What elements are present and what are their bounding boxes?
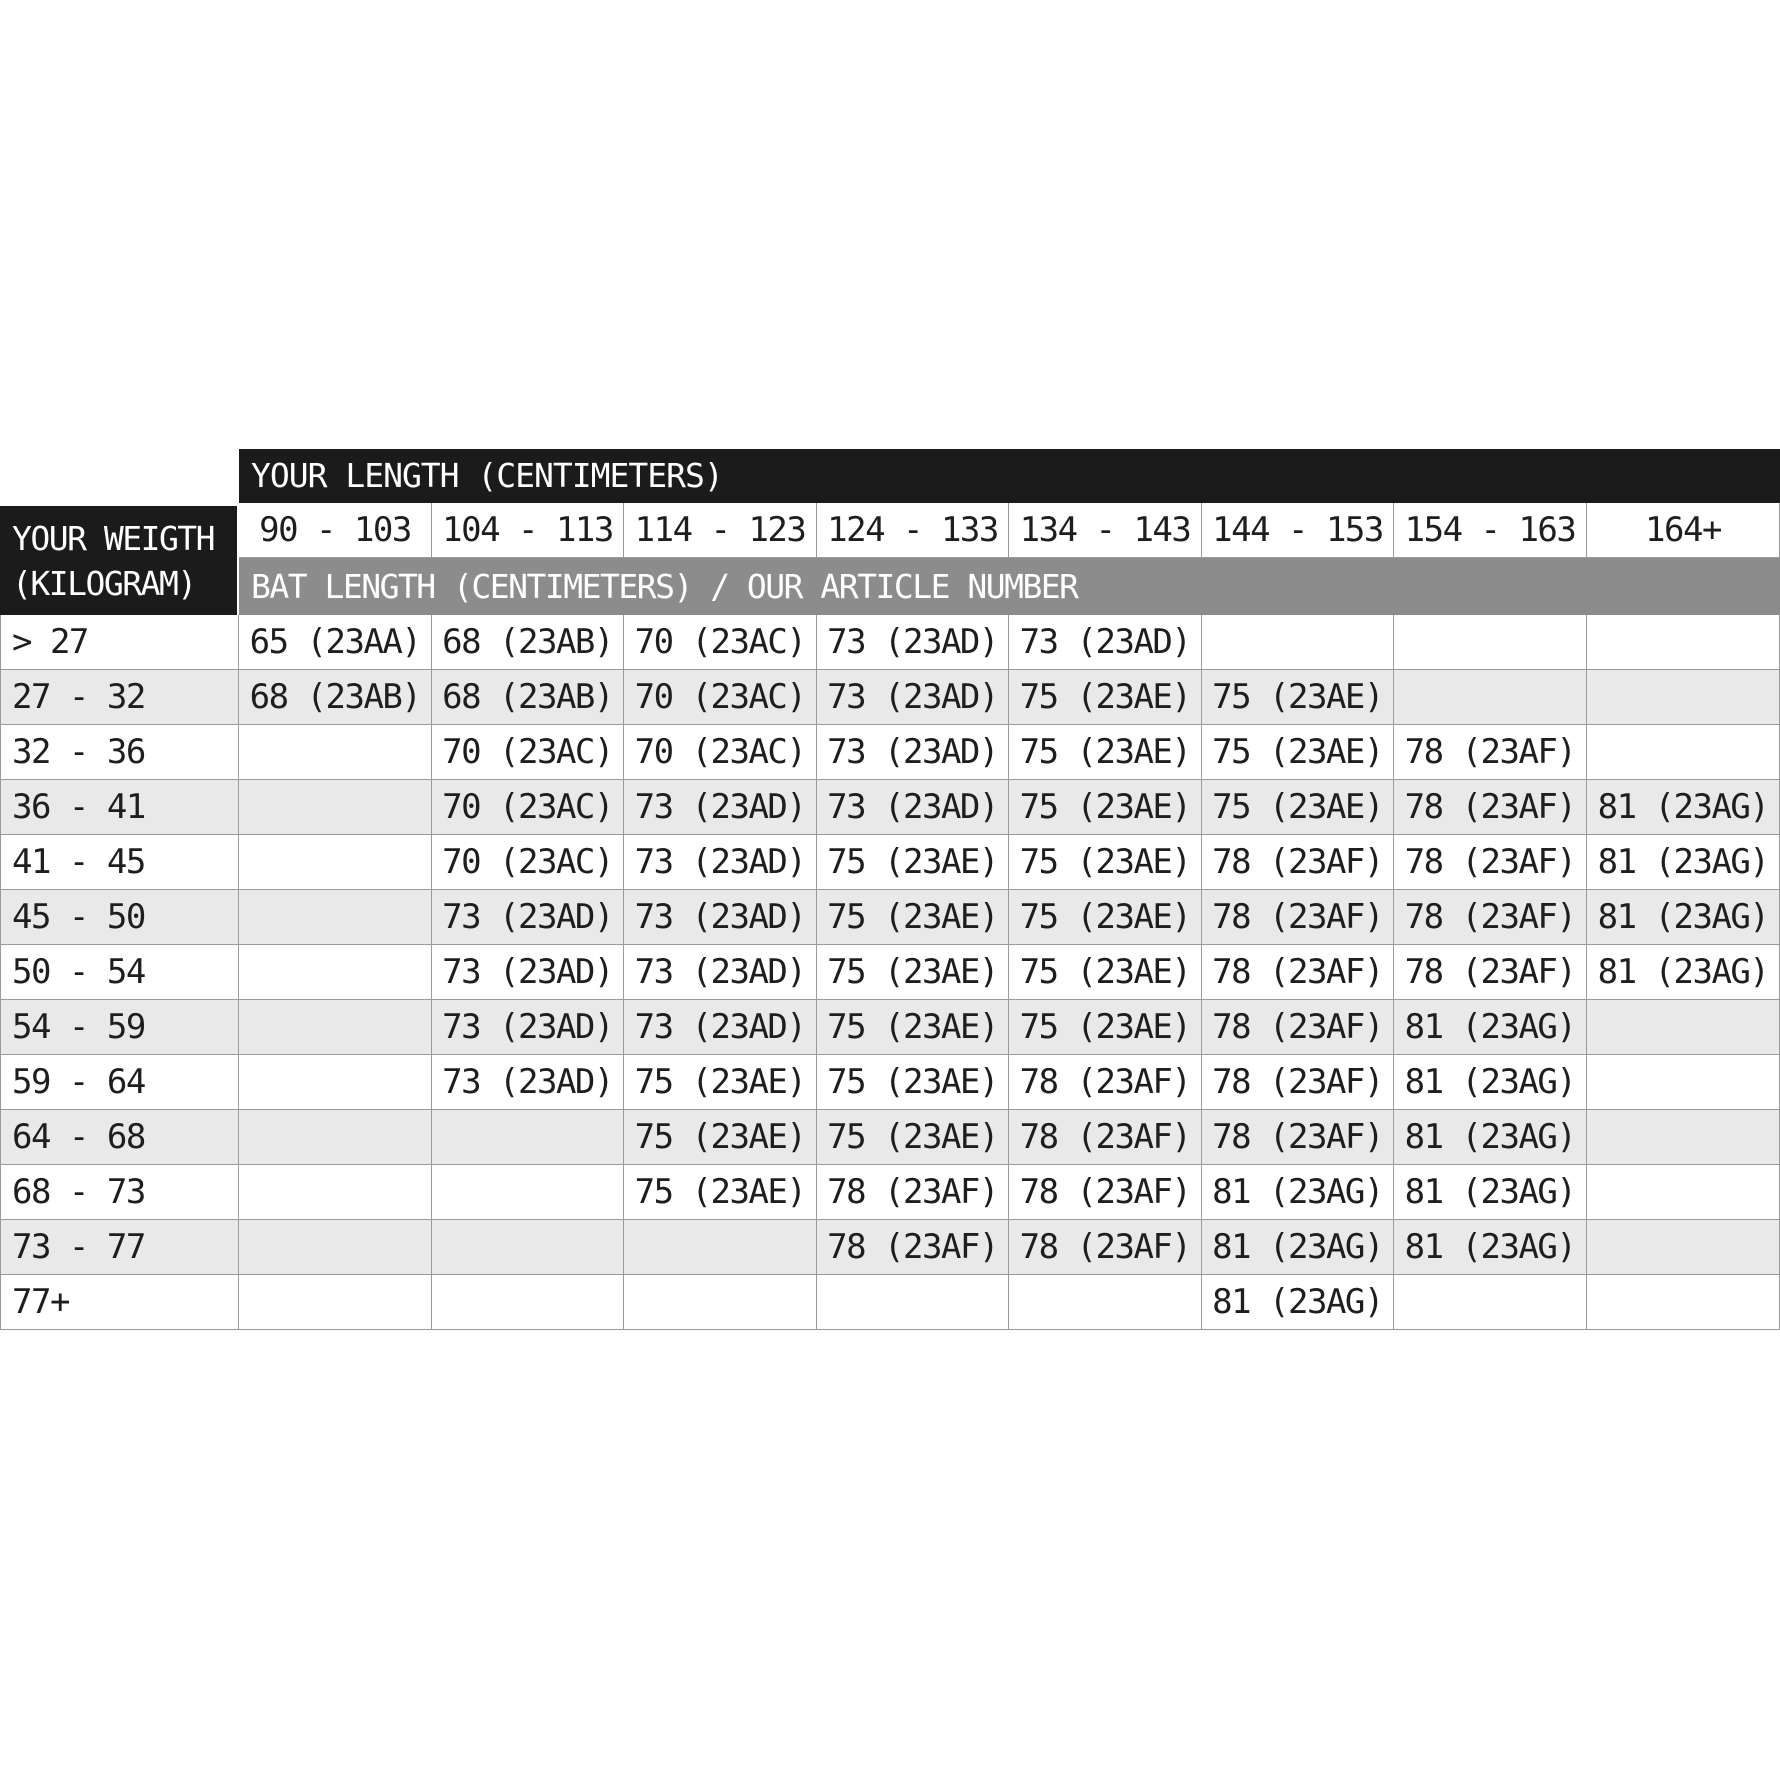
bat-size-cell xyxy=(1587,1055,1780,1109)
bat-size-cell: 78 (23AF) xyxy=(817,1220,1009,1274)
bat-size-cell xyxy=(1202,615,1394,669)
bat-size-cell: 75 (23AE) xyxy=(817,1110,1009,1164)
bat-size-cell: 81 (23AG) xyxy=(1202,1220,1394,1274)
table-row xyxy=(0,1000,1780,1055)
length-range-header: 104 - 113 xyxy=(432,503,624,558)
weight-header-line2: (KILOGRAM) xyxy=(12,564,196,603)
bat-size-cell: 70 (23AC) xyxy=(624,615,817,669)
bat-size-cell: 78 (23AF) xyxy=(1202,1000,1394,1054)
bat-size-cell xyxy=(1587,615,1780,669)
bat-size-cell: 75 (23AE) xyxy=(1202,780,1394,834)
bat-size-cell: 75 (23AE) xyxy=(624,1110,817,1164)
weight-range-cell: > 27 xyxy=(0,615,239,669)
bat-size-cell xyxy=(1587,1275,1780,1329)
length-range-header: 164+ xyxy=(1587,503,1780,558)
bat-size-cell: 81 (23AG) xyxy=(1202,1165,1394,1219)
length-range-header: 154 - 163 xyxy=(1394,503,1587,558)
table-row xyxy=(0,890,1780,945)
bat-size-cell: 75 (23AE) xyxy=(1009,780,1202,834)
bat-size-cell: 73 (23AD) xyxy=(817,670,1009,724)
bat-size-cell: 73 (23AD) xyxy=(817,780,1009,834)
bat-size-cell: 78 (23AF) xyxy=(1394,835,1587,889)
table-row xyxy=(0,1220,1780,1275)
length-range-header: 134 - 143 xyxy=(1009,503,1202,558)
bat-size-cell xyxy=(432,1220,624,1274)
bat-size-cell xyxy=(239,890,432,944)
bat-size-cell xyxy=(239,780,432,834)
length-range-header: 124 - 133 xyxy=(817,503,1009,558)
bat-size-cell: 75 (23AE) xyxy=(624,1165,817,1219)
bat-size-cell: 78 (23AF) xyxy=(1202,945,1394,999)
bat-size-cell: 75 (23AE) xyxy=(817,890,1009,944)
weight-range-cell: 73 - 77 xyxy=(0,1220,239,1274)
bat-size-cell: 73 (23AD) xyxy=(624,890,817,944)
bat-size-cell: 70 (23AC) xyxy=(432,835,624,889)
bat-size-cell xyxy=(432,1110,624,1164)
table-row xyxy=(0,1165,1780,1220)
bat-size-cell: 68 (23AB) xyxy=(432,615,624,669)
bat-size-cell: 81 (23AG) xyxy=(1587,835,1780,889)
bat-size-cell: 78 (23AF) xyxy=(1394,945,1587,999)
bat-size-cell xyxy=(1394,670,1587,724)
bat-size-cell: 70 (23AC) xyxy=(432,780,624,834)
bat-size-cell: 78 (23AF) xyxy=(1009,1165,1202,1219)
length-range-header: 144 - 153 xyxy=(1202,503,1394,558)
bat-size-cell xyxy=(239,1165,432,1219)
weight-range-cell: 59 - 64 xyxy=(0,1055,239,1109)
bat-size-cell xyxy=(1394,1275,1587,1329)
bat-size-cell: 73 (23AD) xyxy=(432,1000,624,1054)
weight-range-cell: 64 - 68 xyxy=(0,1110,239,1164)
table-row xyxy=(0,670,1780,725)
bat-size-cell: 75 (23AE) xyxy=(817,1055,1009,1109)
bat-size-cell: 78 (23AF) xyxy=(1202,1110,1394,1164)
table-row xyxy=(0,780,1780,835)
bat-size-cell: 73 (23AD) xyxy=(817,725,1009,779)
bat-size-cell: 73 (23AD) xyxy=(624,835,817,889)
table-row xyxy=(0,835,1780,890)
bat-size-cell xyxy=(817,1275,1009,1329)
bat-size-cell: 81 (23AG) xyxy=(1394,1220,1587,1274)
weight-header-line1: YOUR WEIGTH xyxy=(12,519,215,558)
bat-size-cell: 78 (23AF) xyxy=(1009,1110,1202,1164)
bat-size-cell: 75 (23AE) xyxy=(1202,670,1394,724)
bat-size-cell: 78 (23AF) xyxy=(817,1165,1009,1219)
length-header: YOUR LENGTH (CENTIMETERS) xyxy=(239,449,1780,503)
bat-size-cell: 75 (23AE) xyxy=(624,1055,817,1109)
bat-size-cell xyxy=(432,1275,624,1329)
bat-size-cell: 81 (23AG) xyxy=(1394,1110,1587,1164)
table-row xyxy=(0,1055,1780,1110)
bat-size-cell: 75 (23AE) xyxy=(1009,725,1202,779)
length-range-header: 90 - 103 xyxy=(239,503,432,558)
bat-size-cell xyxy=(1394,615,1587,669)
bat-size-cell: 68 (23AB) xyxy=(239,670,432,724)
bat-size-cell: 78 (23AF) xyxy=(1202,1055,1394,1109)
table-row xyxy=(0,945,1780,1000)
bat-size-cell xyxy=(1587,1165,1780,1219)
bat-size-cell: 70 (23AC) xyxy=(432,725,624,779)
bat-size-cell: 70 (23AC) xyxy=(624,670,817,724)
bat-size-cell: 75 (23AE) xyxy=(1009,1000,1202,1054)
bat-size-cell xyxy=(239,1275,432,1329)
bat-size-cell xyxy=(239,1220,432,1274)
bat-size-cell: 78 (23AF) xyxy=(1394,780,1587,834)
bat-size-cell xyxy=(239,725,432,779)
bat-size-cell: 68 (23AB) xyxy=(432,670,624,724)
bat-length-header: BAT LENGTH (CENTIMETERS) / OUR ARTICLE NUMBER xyxy=(239,558,1780,615)
bat-size-cell: 75 (23AE) xyxy=(1009,835,1202,889)
bat-size-cell xyxy=(239,1000,432,1054)
bat-size-cell: 81 (23AG) xyxy=(1394,1000,1587,1054)
bat-size-cell: 75 (23AE) xyxy=(1009,945,1202,999)
bat-size-cell: 75 (23AE) xyxy=(1009,670,1202,724)
bat-size-cell: 73 (23AD) xyxy=(1009,615,1202,669)
bat-size-cell: 81 (23AG) xyxy=(1394,1165,1587,1219)
bat-size-cell: 75 (23AE) xyxy=(817,835,1009,889)
weight-header xyxy=(0,506,237,616)
bat-size-cell: 73 (23AD) xyxy=(624,780,817,834)
bat-size-cell: 73 (23AD) xyxy=(817,615,1009,669)
weight-range-cell: 45 - 50 xyxy=(0,890,239,944)
weight-range-cell: 68 - 73 xyxy=(0,1165,239,1219)
bat-size-cell xyxy=(239,1055,432,1109)
table-row xyxy=(0,1110,1780,1165)
bat-size-cell xyxy=(1587,725,1780,779)
table-row xyxy=(0,725,1780,780)
bat-size-cell: 73 (23AD) xyxy=(432,890,624,944)
bat-size-cell xyxy=(1587,1110,1780,1164)
bat-size-cell xyxy=(1587,670,1780,724)
bat-size-cell: 75 (23AE) xyxy=(1009,890,1202,944)
bat-size-cell: 73 (23AD) xyxy=(624,945,817,999)
table-left-border xyxy=(0,615,1,1330)
bat-size-cell: 73 (23AD) xyxy=(432,945,624,999)
bat-size-cell: 81 (23AG) xyxy=(1587,945,1780,999)
bat-size-cell: 81 (23AG) xyxy=(1587,780,1780,834)
bat-size-cell xyxy=(239,835,432,889)
bat-size-cell: 78 (23AF) xyxy=(1009,1055,1202,1109)
bat-size-cell: 75 (23AE) xyxy=(1202,725,1394,779)
length-range-header-row xyxy=(239,503,1780,558)
bat-size-cell: 78 (23AF) xyxy=(1394,890,1587,944)
table-row xyxy=(0,1275,1780,1330)
weight-range-cell: 50 - 54 xyxy=(0,945,239,999)
weight-range-cell: 41 - 45 xyxy=(0,835,239,889)
weight-range-cell: 36 - 41 xyxy=(0,780,239,834)
weight-range-cell: 32 - 36 xyxy=(0,725,239,779)
bat-size-cell xyxy=(1587,1220,1780,1274)
bat-size-cell: 70 (23AC) xyxy=(624,725,817,779)
bat-size-cell: 81 (23AG) xyxy=(1394,1055,1587,1109)
bat-size-cell: 78 (23AF) xyxy=(1202,835,1394,889)
weight-range-cell: 77+ xyxy=(0,1275,239,1329)
bat-size-cell: 81 (23AG) xyxy=(1587,890,1780,944)
bat-size-cell xyxy=(624,1275,817,1329)
bat-size-cell xyxy=(239,945,432,999)
weight-range-cell: 54 - 59 xyxy=(0,1000,239,1054)
bat-size-cell: 81 (23AG) xyxy=(1202,1275,1394,1329)
bat-size-cell: 75 (23AE) xyxy=(817,945,1009,999)
bat-size-cell xyxy=(1587,1000,1780,1054)
bat-size-cell: 78 (23AF) xyxy=(1202,890,1394,944)
weight-range-cell: 27 - 32 xyxy=(0,670,239,724)
bat-size-cell xyxy=(239,1110,432,1164)
length-range-header: 114 - 123 xyxy=(624,503,817,558)
bat-size-cell xyxy=(624,1220,817,1274)
bat-size-cell xyxy=(432,1165,624,1219)
table-row xyxy=(0,615,1780,670)
bat-size-cell: 73 (23AD) xyxy=(624,1000,817,1054)
bat-size-cell: 75 (23AE) xyxy=(817,1000,1009,1054)
bat-size-cell: 78 (23AF) xyxy=(1009,1220,1202,1274)
bat-size-cell: 73 (23AD) xyxy=(432,1055,624,1109)
bat-size-cell xyxy=(1009,1275,1202,1329)
bat-size-cell: 78 (23AF) xyxy=(1394,725,1587,779)
bat-size-cell: 65 (23AA) xyxy=(239,615,432,669)
